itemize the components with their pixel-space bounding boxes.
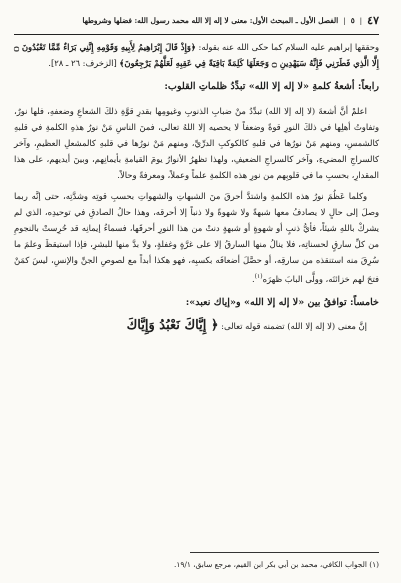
- header-separator: |: [359, 15, 363, 25]
- footnote: (١) الجواب الكافي، محمد بن أبي بكر ابن القيم، مرجع سابق، ١٩/١.: [174, 560, 379, 569]
- footnote-marker: (١): [254, 272, 263, 280]
- paragraph: [14, 318, 379, 334]
- header-separator: |: [343, 15, 346, 25]
- paragraph: اعلمْ أنَّ أشعةَ (لا إله إلا الله) تبدِّدُ منْ ضبابِ الذنوبِ وغيومِها بقدرِ قوَّةِ ذلكَ الشعاعِ وضعفهِ، فلها نورٌ، وتفاوتُ أهلِها في ذلكَ النورِ قوةً وضعفاً لا يحصيه إلا اللهُ تعالى، فمنَ الناسِ مَنْ نورُ هذهِ الكلمةِ في قلبهِ كالشمسِ، ومنهم مَنْ نورُها في قلبهِ كالكوكبِ الدرِّيِّ، ومنهم مَنْ نورُها في قلبهِ كالمشعلِ العظيمِ، وآخر كالسراجِ المضيءِ، وآخر كالسراجِ الضعيفِ، ولهذا تظهرُ الأنوارُ يومَ القيامةِ بأيمانِهم، وبينَ أيديهم، على هذا المقدارِ، بحسبِ ما في قلوبِهم من نورِ هذه الكلمةِ علماً وعملاً، ومعرفةً وحالاً.: [14, 105, 379, 181]
- chapter-number: ٥: [350, 15, 355, 25]
- paragraph-text: إنَّ معنى (لا إله إلا الله) تضمنه قوله تعالى:: [218, 320, 367, 331]
- page-number: ٤٧: [367, 13, 379, 27]
- header-rule: [14, 34, 379, 35]
- quran-verse: ﴿ إِيَّاكَ نَعْبُدُ وَإِيَّاكَ: [126, 317, 219, 333]
- section-heading: خامساً: توافقُ بين «لا إله إلا الله» و«إياك نعبد»:: [185, 296, 379, 308]
- quran-verse: ﴿وَإِذْ قَالَ إِبْرَاهِيمُ لِأَبِيهِ وَقَوْمِهِ إِنَّنِي بَرَاءٌ مِّمَّا تَعْبُدُونَ ۝ إِلَّا الَّذِي فَطَرَنِي فَإِنَّهُ سَيَهْدِينِ ۝ وَجَعَلَهَا كَلِمَةً بَاقِيَةً فِي عَقِبِهِ لَعَلَّهُمْ يَرْجِعُونَ﴾: [14, 42, 379, 69]
- running-header: [14, 10, 379, 30]
- main-text: [14, 39, 379, 334]
- paragraph-text: وكلما عَظُمَ نورُ هذه الكلمةِ واشتدَّ أحرقَ منَ الشبهاتِ والشهواتِ بحسبِ قوتِه وشدَّتِه، حتى إنَّه ربما وصلَ إلى حالٍ لا يصادفُ معها شبهةً ولا شهوةً ولا ذنباً إلا أحرقه، وهذا حالُ الصادقِ في توحيدِه، الذي لم يشركْ باللهِ شيئاً، فأيُّ ذنبٍ أو شهوةٍ أو شبهةٍ دنتْ من هذا النورِ أحرقَها، فسماءُ إيمانِه قد حُرِستْ بالنجومِ من كلِّ سارقٍ لحسناتِه، فلا ينالُ منها السارقُ إلا على غرَّةٍ وغفلةٍ، ولا بدَّ منها للبشرِ، فإذا استيقظَ وعلمَ ما سُرِقَ منه استنقذه من سارقِه، أو حصَّلَ أضعافَه بكسبِه، فهو هكذا أبداً مع لصوصِ الجنِّ والإنسِ، ليسَ كمَنْ فتحَ لهم خزائنَه، وولَّى البابَ ظهرَه: [14, 190, 379, 284]
- footnote-rule: [190, 552, 379, 553]
- section-heading: رابعاً: أشعةُ كلمةِ «لا إله إلا الله» تبدِّدُ ظلماتِ القلوب:: [164, 81, 379, 93]
- paragraph-text: وحققها إبراهيم عليه السلام كما حكى الله عنه بقوله:: [195, 42, 379, 52]
- running-title: الفصل الأول ـ المبحث الأول: معنى لا إله إلا الله محمد رسول الله: فضلها وشروطها: [82, 15, 339, 25]
- paragraph: [14, 39, 379, 71]
- paragraph: وكلما عَظُمَ نورُ هذه الكلمةِ واشتدَّ أحرقَ منَ الشبهاتِ والشهواتِ بحسبِ قوتِه وشدَّتِه، حتى إنَّه ربما وصلَ إلى حالٍ لا يصادفُ معها شبهةً ولا شهوةً ولا ذنباً إلا أحرقه، وهذا حالُ الصادقِ في توحيدِه، الذي لم يشركْ باللهِ شيئاً، فأيُّ ذنبٍ أو شهوةٍ أو شبهةٍ دنتْ من هذا النورِ أحرقَها، فسماءُ إيمانِه قد حُرِستْ بالنجومِ من كلِّ سارقٍ لحسناتِه، فلا ينالُ منها السارقُ إلا على غرَّةٍ وغفلةٍ، ولا بدَّ منها للبشرِ، فإذا استيقظَ وعلمَ ما سُرِقَ منه استنقذه من سارقِه، أو حصَّلَ أضعافَه بكسبِه، فهو هكذا أبداً مع لصوصِ الجنِّ والإنسِ، ليسَ كمَنْ فتحَ لهم خزائنَه، وولَّى البابَ ظهرَه$^{(١)}$.: [14, 190, 379, 284]
- verse-reference: [الزخرف: ٢٦ ـ ٢٨].: [48, 58, 120, 69]
